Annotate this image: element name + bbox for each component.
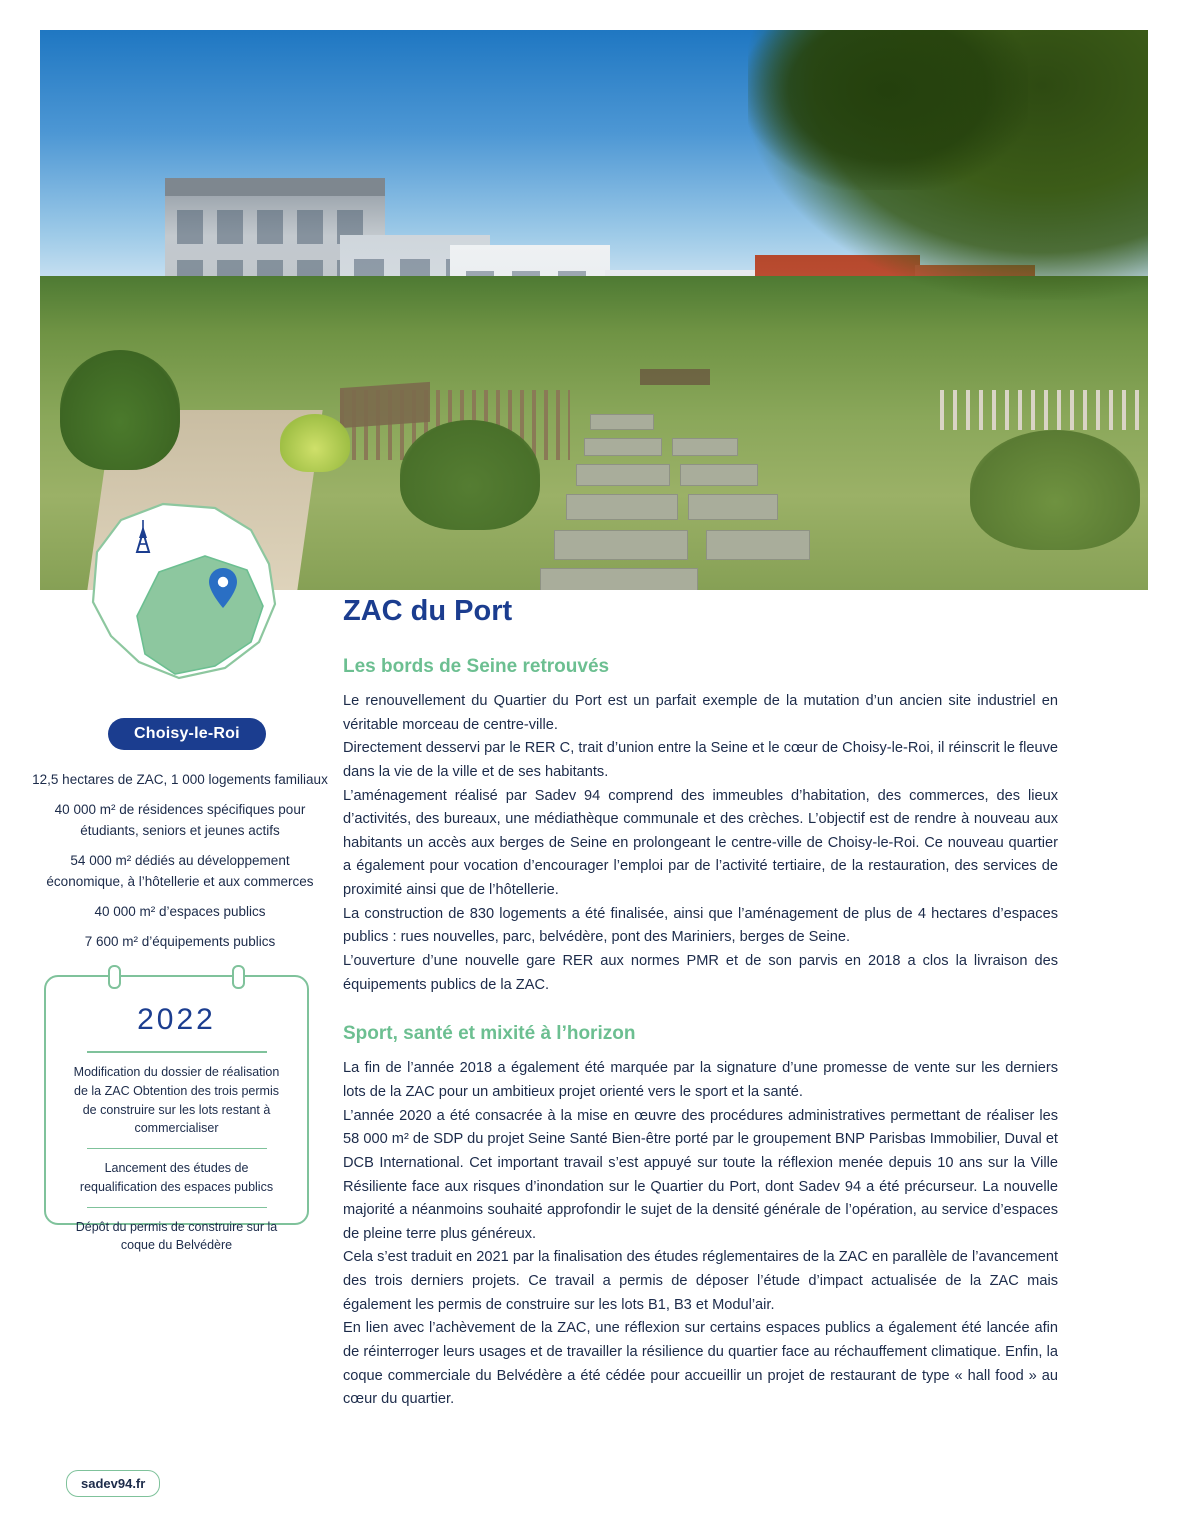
timeline-item: Modification du dossier de réalisation de la ZAC Obtention des trois permis de construire sur les lots restant à commercialiser (73, 1065, 280, 1136)
section-body-2 (343, 1057, 1058, 1412)
key-fact: 54 000 m² dédiés au développement économique, à l’hôtellerie et aux commerces (46, 852, 314, 889)
key-fact: 12,5 hectares de ZAC, 1 000 logements familiaux (32, 772, 328, 787)
region-map (55, 490, 305, 705)
paragraph: L’aménagement réalisé par Sadev 94 comprend des immeubles d’habitation, des commerces, des lieux d’activités, des bureaux, une médiathèque communale et des crèches. L’objectif est de rendre à nouveau aux habitants un accès aux berges de Seine en prolongeant le centre-ville de Choisy-le-Roi. Ce nouveau quartier a également pour vocation d’encourager l’emploi par de l’activité tertiaire, de la restauration, des services de proximité ainsi que de l’hôtellerie. (343, 787, 1058, 899)
shrub-c (400, 420, 540, 530)
paver-walkway (560, 405, 760, 590)
timeline-card (44, 975, 309, 1253)
paragraph: La fin de l’année 2018 a également été marquée par la signature d’une promesse de vente sur les derniers lots de la ZAC pour un ambitieux projet orienté vers le sport et la santé. (343, 1060, 1058, 1100)
clip-left-icon (108, 965, 121, 989)
timeline-item: Dépôt du permis de construire sur la coque du Belvédère (75, 1219, 278, 1253)
tree-canopy-secondary (748, 30, 1028, 190)
paragraph: En lien avec l’achèvement de la ZAC, une réflexion sur certains espaces publics a également été lancée afin de réinterroger leurs usages et de travailler la résilience du quartier face au réchauffement climatique. Enfin, la coque commerciale du Belvédère a été cédée pour accueillir un projet de restaurant de type « hall food » au cœur du quartier. (343, 1320, 1058, 1408)
map-ile-de-france-icon (55, 490, 305, 705)
city-badge: Choisy-le-Roi (108, 718, 266, 750)
shrub-a (60, 350, 180, 470)
paragraph: La construction de 830 logements a été finalisée, ainsi que l’aménagement de plus de 4 hectares d’espaces publics : rues nouvelles, parc, belvédère, pont des Mariniers, berges de Seine. (343, 905, 1058, 946)
park-bench-right (640, 369, 710, 385)
paragraph: Cela s’est traduit en 2021 par la finalisation des études réglementaires de la ZAC en parallèle de l’avancement des trois derniers projets. Ce travail a permis de déposer l’étude d’impact actualisée de la ZAC mais également les permis de construire sur les lots B1, B3 et Modul’air. (343, 1249, 1058, 1313)
shrub-b (280, 414, 350, 472)
key-facts-list (30, 770, 330, 961)
paragraph: L’ouverture d’une nouvelle gare RER aux normes PMR et de son parvis en 2018 a clos la livraison des équipements publics de la ZAC. (343, 953, 1058, 993)
key-fact: 40 000 m² de résidences spécifiques pour étudiants, seniors et jeunes actifs (54, 801, 306, 838)
key-fact: 40 000 m² d’espaces publics (94, 903, 266, 919)
paragraph: Directement desservi par le RER C, trait d’union entre la Seine et le cœur de Choisy-le-Roi, il réinscrit le fleuve dans la vie de la ville et de ses habitants. (343, 740, 1058, 780)
page-title: ZAC du Port (343, 595, 513, 627)
section-heading-2: Sport, santé et mixité à l’horizon (343, 1023, 636, 1045)
shrub-d (970, 430, 1140, 550)
section-heading-1: Les bords de Seine retrouvés (343, 656, 610, 677)
timeline-item: Lancement des études de requalification des espaces publics (79, 1161, 274, 1194)
section-body-1 (343, 690, 1058, 997)
website-badge[interactable]: sadev94.fr (66, 1470, 160, 1497)
park-bench-left (340, 382, 430, 428)
paragraph: Le renouvellement du Quartier du Port est un parfait exemple de la mutation d’un ancien site industriel en véritable morceau de centre-ville. (343, 693, 1058, 733)
timeline-year: 2022 (137, 1003, 216, 1036)
key-fact: 7 600 m² d’équipements publics (84, 933, 276, 949)
paragraph: L’année 2020 a été consacrée à la mise en œuvre des procédures administratives permettant de réaliser les 58 000 m² de SDP du projet Seine Santé Bien-être porté par le groupement BNP Parisbas Immobilier, Duval et DCB International. Cet important travail s’est appuyé sur toute la réflexion menée depuis 10 ans sur la Ville Résiliente face aux risques d’inondation sur le Quartier du Port, dont Sadev 94 a été précurseur. La nouvelle majorité a néanmoins souhaité approfondir le sujet de la densité générale de l’opération, au service d’espaces de pleine terre plus généreux. (343, 1107, 1058, 1242)
main-content (343, 595, 1058, 1412)
clip-right-icon (232, 965, 245, 989)
wooden-fence-right (940, 390, 1140, 430)
